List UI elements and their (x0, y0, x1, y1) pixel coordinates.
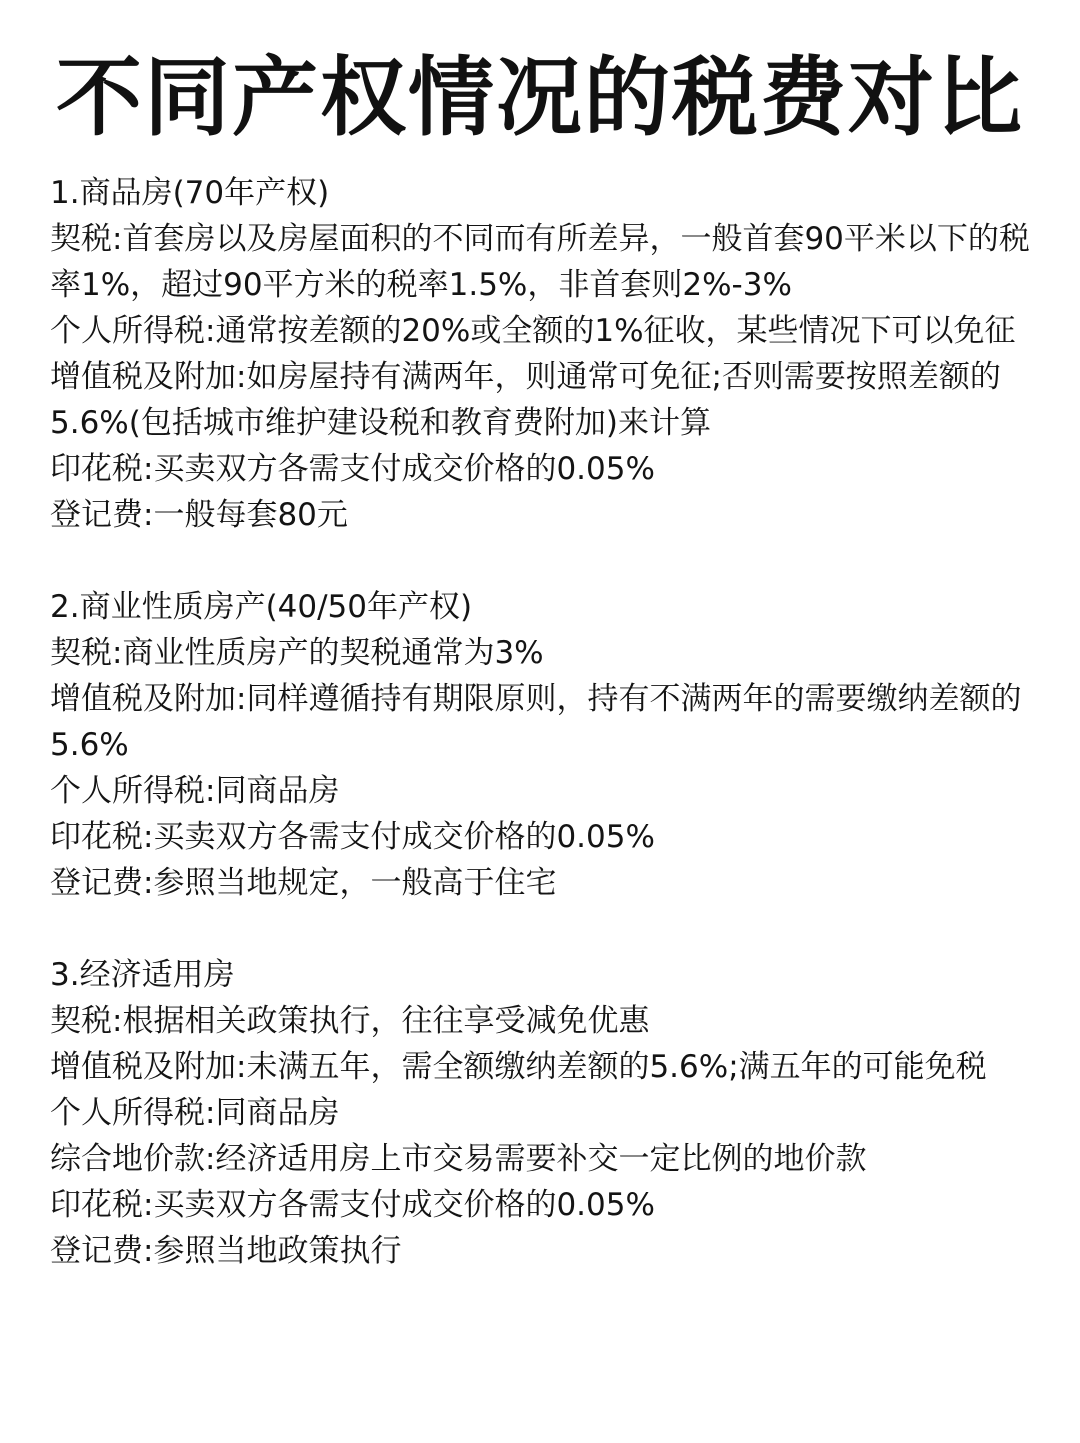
stamp-tax-line: 印花税:买卖双方各需支付成交价格的0.05% (50, 451, 655, 487)
deed-tax-line: 契税:商业性质房产的契税通常为3% (50, 635, 544, 671)
vat-line: 增值税及附加:如房屋持有满两年，则通常可免征;否则需要按照差额的5.6%(包括城市维护建设税和教育费附加)来计算 (50, 359, 1001, 441)
section-commodity-housing (50, 170, 1030, 538)
registration-fee-line: 登记费:参照当地规定，一般高于住宅 (50, 865, 557, 901)
land-price-line: 综合地价款:经济适用房上市交易需要补交一定比例的地价款 (50, 1141, 867, 1177)
section-affordable-housing (50, 952, 1030, 1274)
registration-fee-line: 登记费:一般每套80元 (50, 497, 348, 533)
deed-tax-line: 契税:首套房以及房屋面积的不同而有所差异，一般首套90平米以下的税率1%，超过90平方米的税率1.5%，非首套则2%-3% (50, 221, 1030, 303)
deed-tax-line: 契税:根据相关政策执行，往往享受减免优惠 (50, 1003, 650, 1039)
section-heading: 1.商品房(70年产权) (50, 175, 330, 211)
section-heading: 3.经济适用房 (50, 957, 235, 993)
income-tax-line: 个人所得税:同商品房 (50, 773, 340, 809)
page-title: 不同产权情况的税费对比 (56, 48, 1024, 148)
registration-fee-line: 登记费:参照当地政策执行 (50, 1233, 402, 1269)
content-body (50, 170, 1030, 1274)
stamp-tax-line: 印花税:买卖双方各需支付成交价格的0.05% (50, 1187, 655, 1223)
income-tax-line: 个人所得税:通常按差额的20%或全额的1%征收，某些情况下可以免征 (50, 313, 1016, 349)
stamp-tax-line: 印花税:买卖双方各需支付成交价格的0.05% (50, 819, 655, 855)
section-commercial-property (50, 584, 1030, 906)
vat-line: 增值税及附加:同样遵循持有期限原则，持有不满两年的需要缴纳差额的5.6% (50, 681, 1022, 763)
vat-line: 增值税及附加:未满五年，需全额缴纳差额的5.6%;满五年的可能免税 (50, 1049, 987, 1085)
income-tax-line: 个人所得税:同商品房 (50, 1095, 340, 1131)
section-heading: 2.商业性质房产(40/50年产权) (50, 589, 473, 625)
